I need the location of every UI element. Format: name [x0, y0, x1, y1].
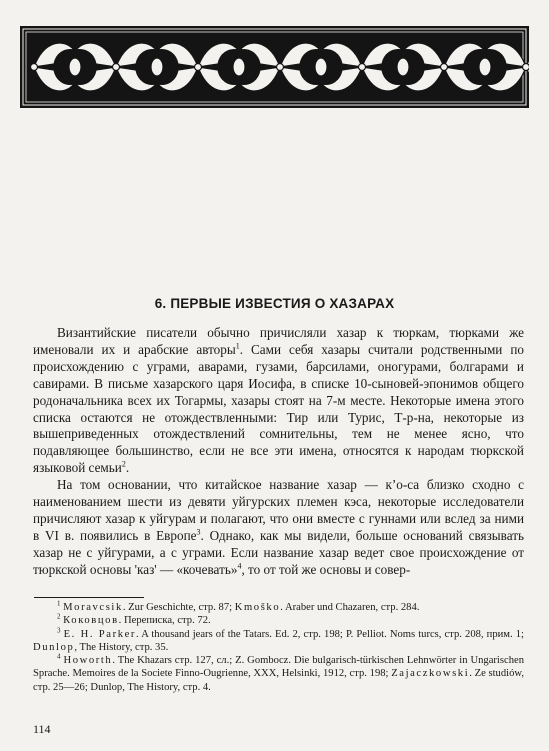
ornament-bud [151, 58, 163, 76]
paragraph-2: На том основании, что китайское название хазар — к’о-са близко сходно с наименованием шести из девяти уйгурских племен кэса, некоторые исследователи причисляют хазар к уйгурам и полагают, что они вместе с гуннами или вслед за ними в VI в. появились в Европе$^3$. Однако, как мы видели, больше оснований связывать хазар не с уйгурами, а с уграми. Если название хазар ведет свое происхождение от тюркской основы 'каз' — «кочевать»$^4$, то от той же основы и совер- [33, 477, 524, 577]
ornament-bud [233, 58, 245, 76]
ornament-knot [113, 64, 120, 71]
footnote-4: $^4$ Howorth. The Khazars стр. 127, сл.; Z. Gombocz. Die bulgarisch-türkischen Lehnwörter in Ungarischen Sprache. Memoires de la Societe Finno-Ougrienne, XXX, Helsinki, 1912, стр. 198; Zajaczkowski. Ze studiów, стр. 25—26; Dunlop, The History, стр. 4. [33, 652, 524, 693]
ornament-bud [315, 58, 327, 76]
ornament-knot [523, 64, 530, 71]
footnote-1: $^1$ Moravcsik. Zur Geschichte, стр. 87; Kmoško. Araber und Chazaren, стр. 284. [57, 599, 420, 613]
footnote-3: $^3$ E. H. Parker. A thousand jears of the Tatars. Ed. 2, стр. 198; P. Pelliot. Noms turcs, стр. 208, прим. 1; Dunlop, The History, стр. 35. [33, 626, 524, 653]
ornament-knot [277, 64, 284, 71]
main-text [33, 325, 524, 579]
ornament-bud [397, 58, 409, 76]
footnotes [33, 601, 524, 694]
ornament-knot [359, 64, 366, 71]
ornament-knot [31, 64, 38, 71]
ornamental-header-band [20, 26, 529, 108]
footnote-ref-4[interactable]: 4 [237, 561, 242, 571]
ornament-bud [69, 58, 81, 76]
chapter-heading: 6. ПЕРВЫЕ ИЗВЕСТИЯ О ХАЗАРАХ [154, 296, 395, 311]
paragraph-1: Византийские писатели обычно причисляли хазар к тюркам, тюрками же именовали их и арабские авторы$^1$. Сами себя хазары считали родственными по происхождению с уграми, аварами, гузами, барсилами, оногурами, болгарами и савирами. В письме хазарского царя Иосифа, в списке 10-сыновей-эпонимов общего родоначальника всех их Тогармы, хазары стоят на 7-м месте. Некоторые имена этого списка остаются не отождествленными: Тир или Турис, Т-р-на, некоторые из вышеприведенных отождествлений сомнительны, тем не менее ясно, что подавляющее большинство, если не все эти имена, относятся к народам тюркской языковой семьи$^2$. [33, 325, 524, 476]
page-number: 114 [33, 722, 51, 736]
footnote-ref-1[interactable]: 1 [235, 341, 240, 351]
footnote-separator [34, 597, 144, 598]
ornament-bud [479, 58, 491, 76]
footnote-ref-2[interactable]: 2 [121, 459, 126, 469]
ornament-knot [441, 64, 448, 71]
ornament-knot [195, 64, 202, 71]
footnote-ref-3[interactable]: 3 [196, 527, 201, 537]
footnote-2: $^2$ Коковцов. Переписка, стр. 72. [57, 612, 211, 627]
